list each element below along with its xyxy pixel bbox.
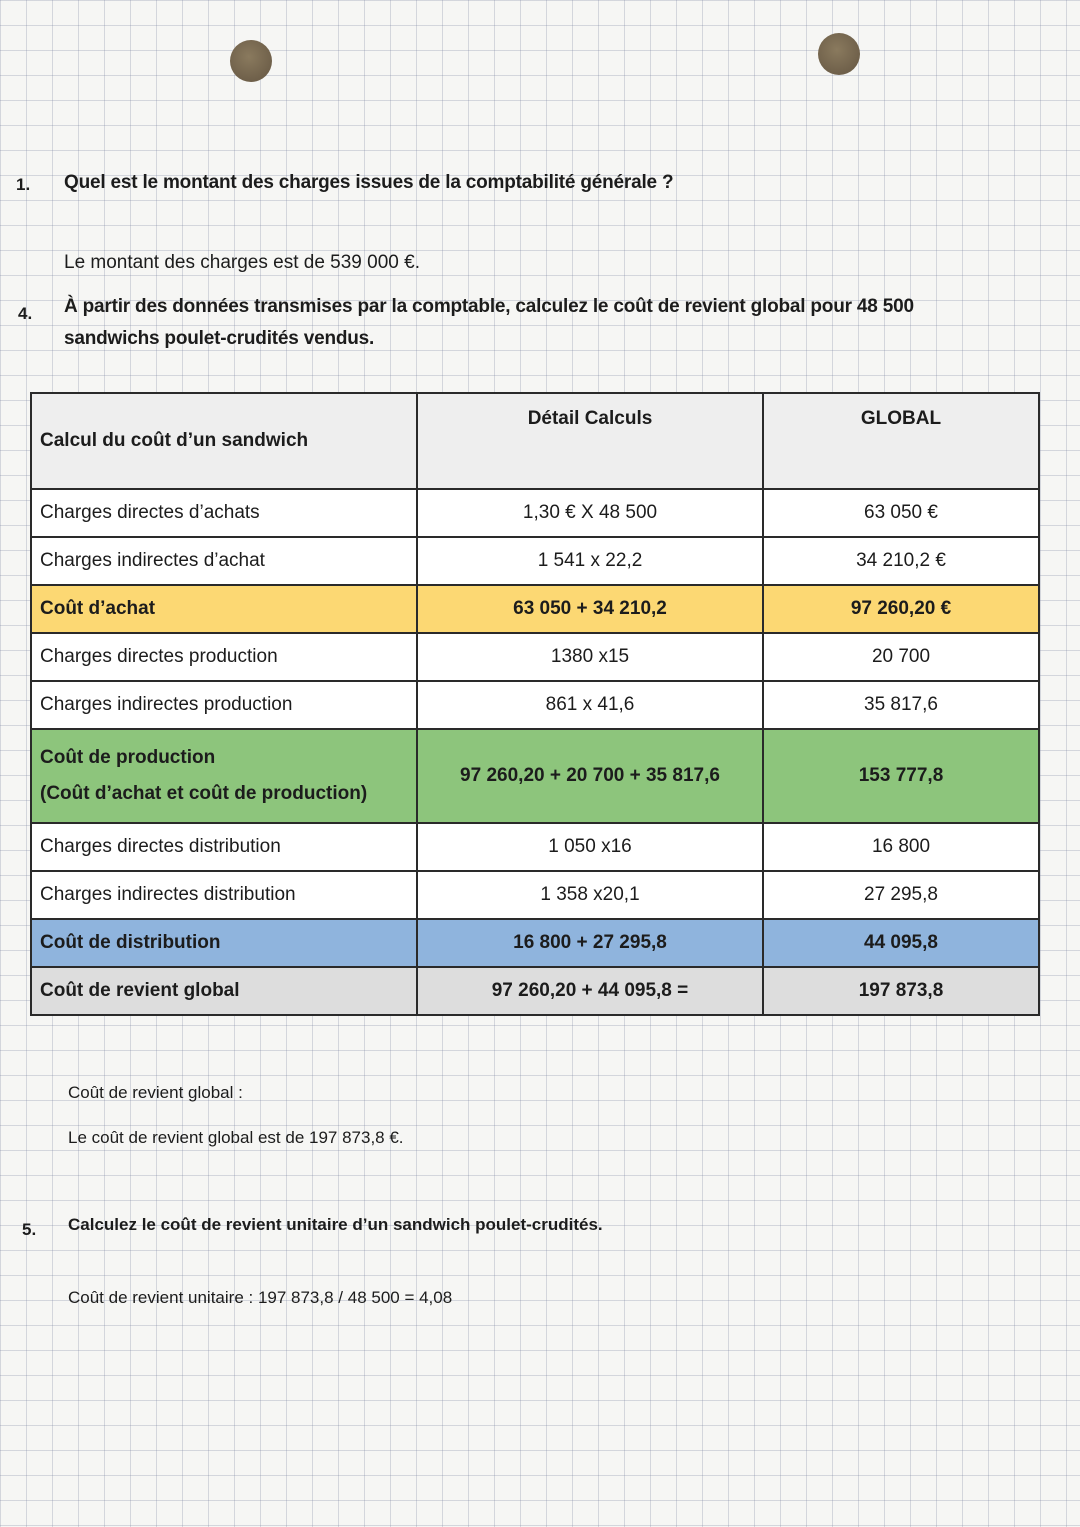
row-label-subtitle: (Coût d’achat et coût de production) xyxy=(40,783,368,804)
row-label: Charges directes d’achats xyxy=(31,489,417,537)
question-1-answer: Le montant des charges est de 539 000 €. xyxy=(64,252,420,273)
table-row-cout-distribution xyxy=(31,919,1039,967)
row-label: Coût de production xyxy=(40,747,216,768)
row-global: 35 817,6 xyxy=(763,681,1039,729)
row-global: 153 777,8 xyxy=(763,729,1039,823)
binder-hole-left xyxy=(230,40,272,82)
row-calc: 63 050 + 34 210,2 xyxy=(417,585,763,633)
row-label-cell xyxy=(31,729,417,823)
row-label: Coût de revient global xyxy=(31,967,417,1015)
result-sentence: Le coût de revient global est de 197 873,8 €. xyxy=(68,1128,404,1147)
binder-hole-right xyxy=(818,33,860,75)
table-row xyxy=(31,823,1039,871)
row-calc: 1380 x15 xyxy=(417,633,763,681)
row-global: 44 095,8 xyxy=(763,919,1039,967)
cost-calculation-table xyxy=(30,392,1040,1016)
row-label: Charges indirectes d’achat xyxy=(31,537,417,585)
row-global: 197 873,8 xyxy=(763,967,1039,1015)
table-header-row xyxy=(31,393,1039,489)
row-global: 63 050 € xyxy=(763,489,1039,537)
row-calc: 1 358 x20,1 xyxy=(417,871,763,919)
question-1-text: Quel est le montant des charges issues de la comptabilité générale ? xyxy=(64,172,674,193)
row-global: 16 800 xyxy=(763,823,1039,871)
table-row xyxy=(31,537,1039,585)
table-row xyxy=(31,681,1039,729)
row-global: 20 700 xyxy=(763,633,1039,681)
row-calc: 97 260,20 + 44 095,8 = xyxy=(417,967,763,1015)
question-4-text-line2: sandwichs poulet-crudités vendus. xyxy=(64,328,375,349)
row-label: Coût d’achat xyxy=(31,585,417,633)
row-label: Coût de distribution xyxy=(31,919,417,967)
row-calc: 97 260,20 + 20 700 + 35 817,6 xyxy=(417,729,763,823)
row-calc: 861 x 41,6 xyxy=(417,681,763,729)
row-global: 27 295,8 xyxy=(763,871,1039,919)
header-calc: Calcul du coût d’un sandwich xyxy=(31,393,417,489)
question-4-number: 4. xyxy=(18,304,33,323)
result-label: Coût de revient global : xyxy=(68,1083,243,1102)
question-1-number: 1. xyxy=(16,175,31,194)
row-calc: 1 050 x16 xyxy=(417,823,763,871)
table-row xyxy=(31,633,1039,681)
row-global: 97 260,20 € xyxy=(763,585,1039,633)
table-row xyxy=(31,489,1039,537)
row-calc: 1,30 € X 48 500 xyxy=(417,489,763,537)
row-global: 34 210,2 € xyxy=(763,537,1039,585)
row-calc: 16 800 + 27 295,8 xyxy=(417,919,763,967)
row-label: Charges indirectes production xyxy=(31,681,417,729)
row-label: Charges directes distribution xyxy=(31,823,417,871)
table-row-cout-achat xyxy=(31,585,1039,633)
row-calc: 1 541 x 22,2 xyxy=(417,537,763,585)
header-detail: Détail Calculs xyxy=(417,393,763,489)
table-row-cout-production xyxy=(31,729,1039,823)
row-label: Charges indirectes distribution xyxy=(31,871,417,919)
header-global: GLOBAL xyxy=(763,393,1039,489)
table-row-cout-revient-global xyxy=(31,967,1039,1015)
question-5-number: 5. xyxy=(22,1220,37,1239)
question-4-text-line1: À partir des données transmises par la comptable, calculez le coût de revient global pour 48 500 xyxy=(64,296,914,317)
table-row xyxy=(31,871,1039,919)
row-label: Charges directes production xyxy=(31,633,417,681)
question-5-text: Calculez le coût de revient unitaire d’un sandwich poulet-crudités. xyxy=(68,1215,603,1234)
question-5-answer: Coût de revient unitaire : 197 873,8 / 48 500 = 4,08 xyxy=(68,1288,453,1307)
